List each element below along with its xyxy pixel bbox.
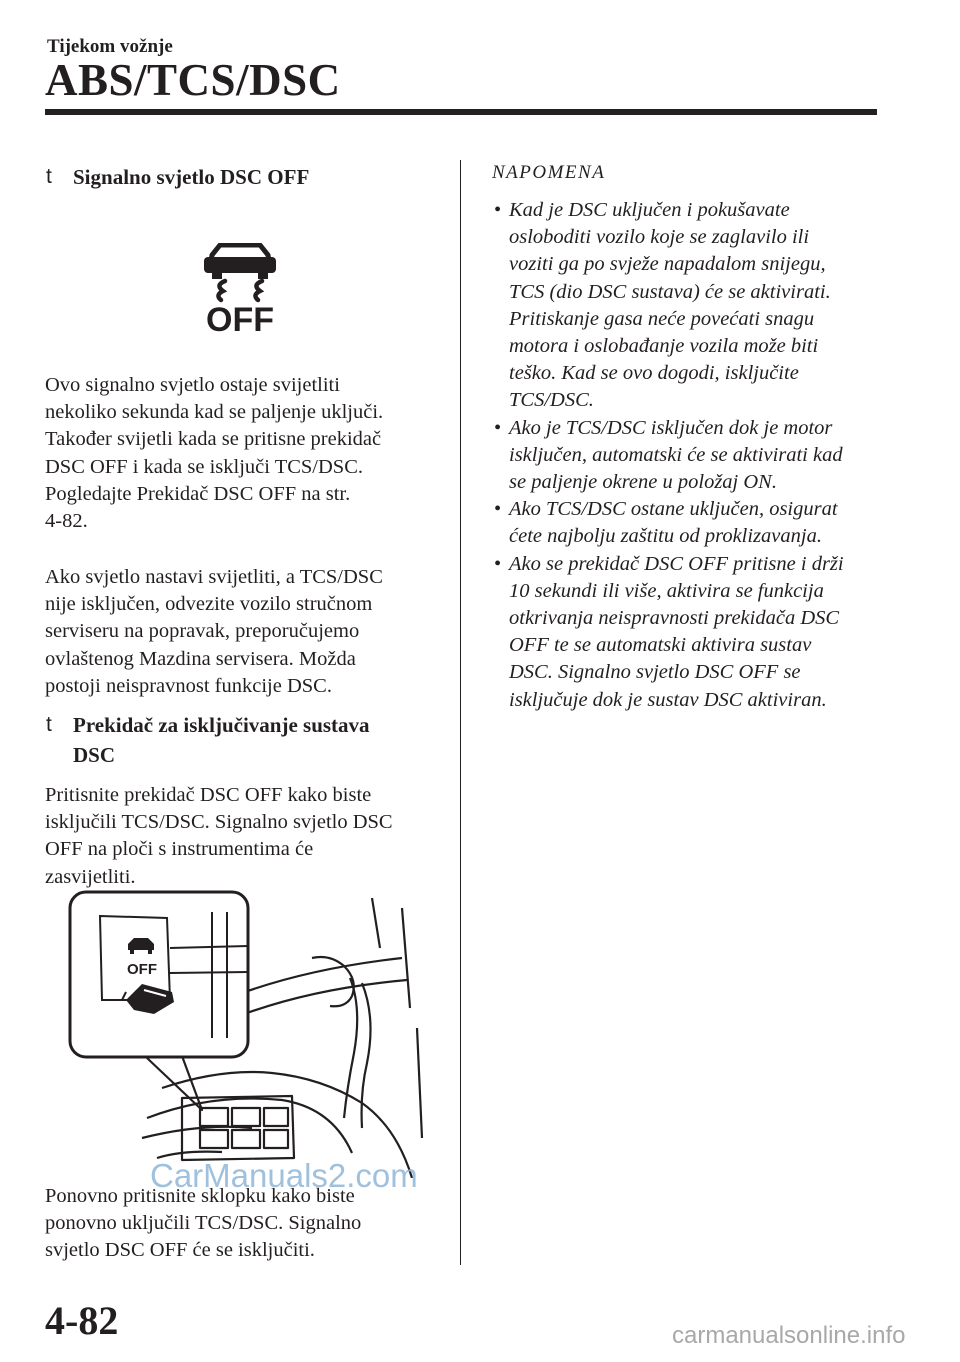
text-line: Ako se prekidač DSC OFF pritisne i drži: [509, 552, 844, 575]
note-title: NAPOMENA: [492, 162, 606, 183]
note-item: [492, 496, 884, 550]
paragraph-light-description: [45, 372, 440, 535]
text-line: isključen, automatski će se aktivirati kad: [509, 443, 843, 466]
header-rule: [45, 109, 877, 115]
text-line: svjetlo DSC OFF će se isključiti.: [45, 1239, 315, 1262]
text-line: TCS/DSC.: [509, 389, 594, 412]
text-line: Ako svjetlo nastavi svijetliti, a TCS/DSC: [45, 566, 383, 588]
switch-off-label: OFF: [127, 961, 157, 978]
text-line: Ako je TCS/DSC isključen dok je motor: [509, 416, 833, 439]
text-line: osloboditi vozilo koje se zaglavilo ili: [509, 226, 810, 249]
text-line: OFF te se automatski aktivira sustav: [509, 634, 812, 657]
text-line: voziti ga po svježe napadalom snijegu,: [509, 253, 826, 276]
note-list: [492, 197, 884, 714]
text-line: Pritisnite prekidač DSC OFF kako biste: [45, 784, 372, 806]
text-line: OFF na ploči s instrumentima će: [45, 838, 314, 861]
text-line: Također svijetli kada se pritisne prekidač: [45, 428, 382, 451]
text-line: DSC. Signalno svjetlo DSC OFF se: [509, 661, 801, 684]
dsc-off-warning-icon: [190, 243, 290, 333]
footer-site-link[interactable]: carmanualsonline.info: [672, 1322, 906, 1349]
text-line: isključuje dok je sustav DSC aktiviran.: [509, 688, 827, 711]
bullet-icon: •: [494, 199, 502, 221]
text-line: postoji neispravnost funkcije DSC.: [45, 674, 332, 697]
text-line: isključili TCS/DSC. Signalno svjetlo DSC: [45, 811, 393, 834]
text-line: ćete najbolju zaštitu od proklizavanja.: [509, 525, 822, 548]
text-line: serviseru na popravak, preporučujemo: [45, 620, 360, 643]
text-line: Ponovno pritisnite sklopku kako biste: [45, 1185, 355, 1207]
text-line: Ovo signalno svjetlo ostaje svijetliti: [45, 374, 340, 396]
paragraph-light-malfunction: [45, 564, 440, 700]
heading-marker: t: [46, 713, 52, 736]
icon-off-text: OFF: [206, 301, 274, 333]
paragraph-switch-press: [45, 782, 440, 891]
heading-dsc-off-light: [46, 162, 310, 192]
text-line: teško. Kad se ovo dogodi, isključite: [509, 362, 799, 385]
dsc-switch-illustration: [62, 888, 437, 1178]
bullet-icon: •: [494, 552, 502, 575]
column-divider: [460, 160, 461, 1265]
text-line: Pritiskanje gasa neće povećati snagu: [509, 307, 815, 330]
text-line: TCS (dio DSC sustava) će se aktivirati.: [509, 280, 831, 303]
paragraph-switch-reenable: [45, 1183, 440, 1265]
heading-text: Signalno svjetlo DSC OFF: [73, 165, 310, 189]
text-line: nije isključen, odvezite vozilo stručnom: [45, 593, 373, 616]
note-item: [492, 415, 884, 497]
section-label: Tijekom vožnje: [47, 36, 173, 57]
text-line: 10 sekundi ili više, aktivira se funkcija: [509, 579, 824, 602]
page-number: 4-82: [45, 1298, 119, 1343]
text-line: otkrivanja neispravnosti prekidača DSC: [509, 607, 840, 630]
text-line: nekoliko sekunda kad se paljenje uključi.: [45, 401, 384, 424]
heading-line: DSC: [73, 743, 116, 767]
note-item: [492, 197, 884, 415]
text-line: motora i oslobađanje vozila može biti: [509, 335, 819, 358]
text-line: ovlaštenog Mazdina servisera. Možda: [45, 647, 356, 670]
text-line: ponovno uključili TCS/DSC. Signalno: [45, 1212, 362, 1235]
heading-marker: t: [46, 165, 52, 188]
text-line: se paljenje okrene u položaj ON.: [509, 471, 777, 494]
text-line: 4-82.: [45, 510, 88, 533]
note-item: [492, 551, 884, 714]
text-line: Ako TCS/DSC ostane uključen, osigurat: [509, 498, 838, 521]
text-line: DSC OFF i kada se isključi TCS/DSC.: [45, 455, 363, 478]
bullet-icon: •: [494, 498, 502, 521]
page-title: ABS/TCS/DSC: [45, 55, 341, 105]
text-line: Pogledajte Prekidač DSC OFF na str.: [45, 482, 351, 505]
watermark: CarManuals2.com: [150, 1157, 418, 1194]
heading-line: Prekidač za isključivanje sustava: [73, 713, 370, 737]
heading-dsc-switch: [46, 710, 370, 770]
bullet-icon: •: [494, 416, 502, 439]
text-line: zasvijetliti.: [45, 865, 136, 888]
text-line: Kad je DSC uključen i pokušavate: [509, 199, 790, 221]
